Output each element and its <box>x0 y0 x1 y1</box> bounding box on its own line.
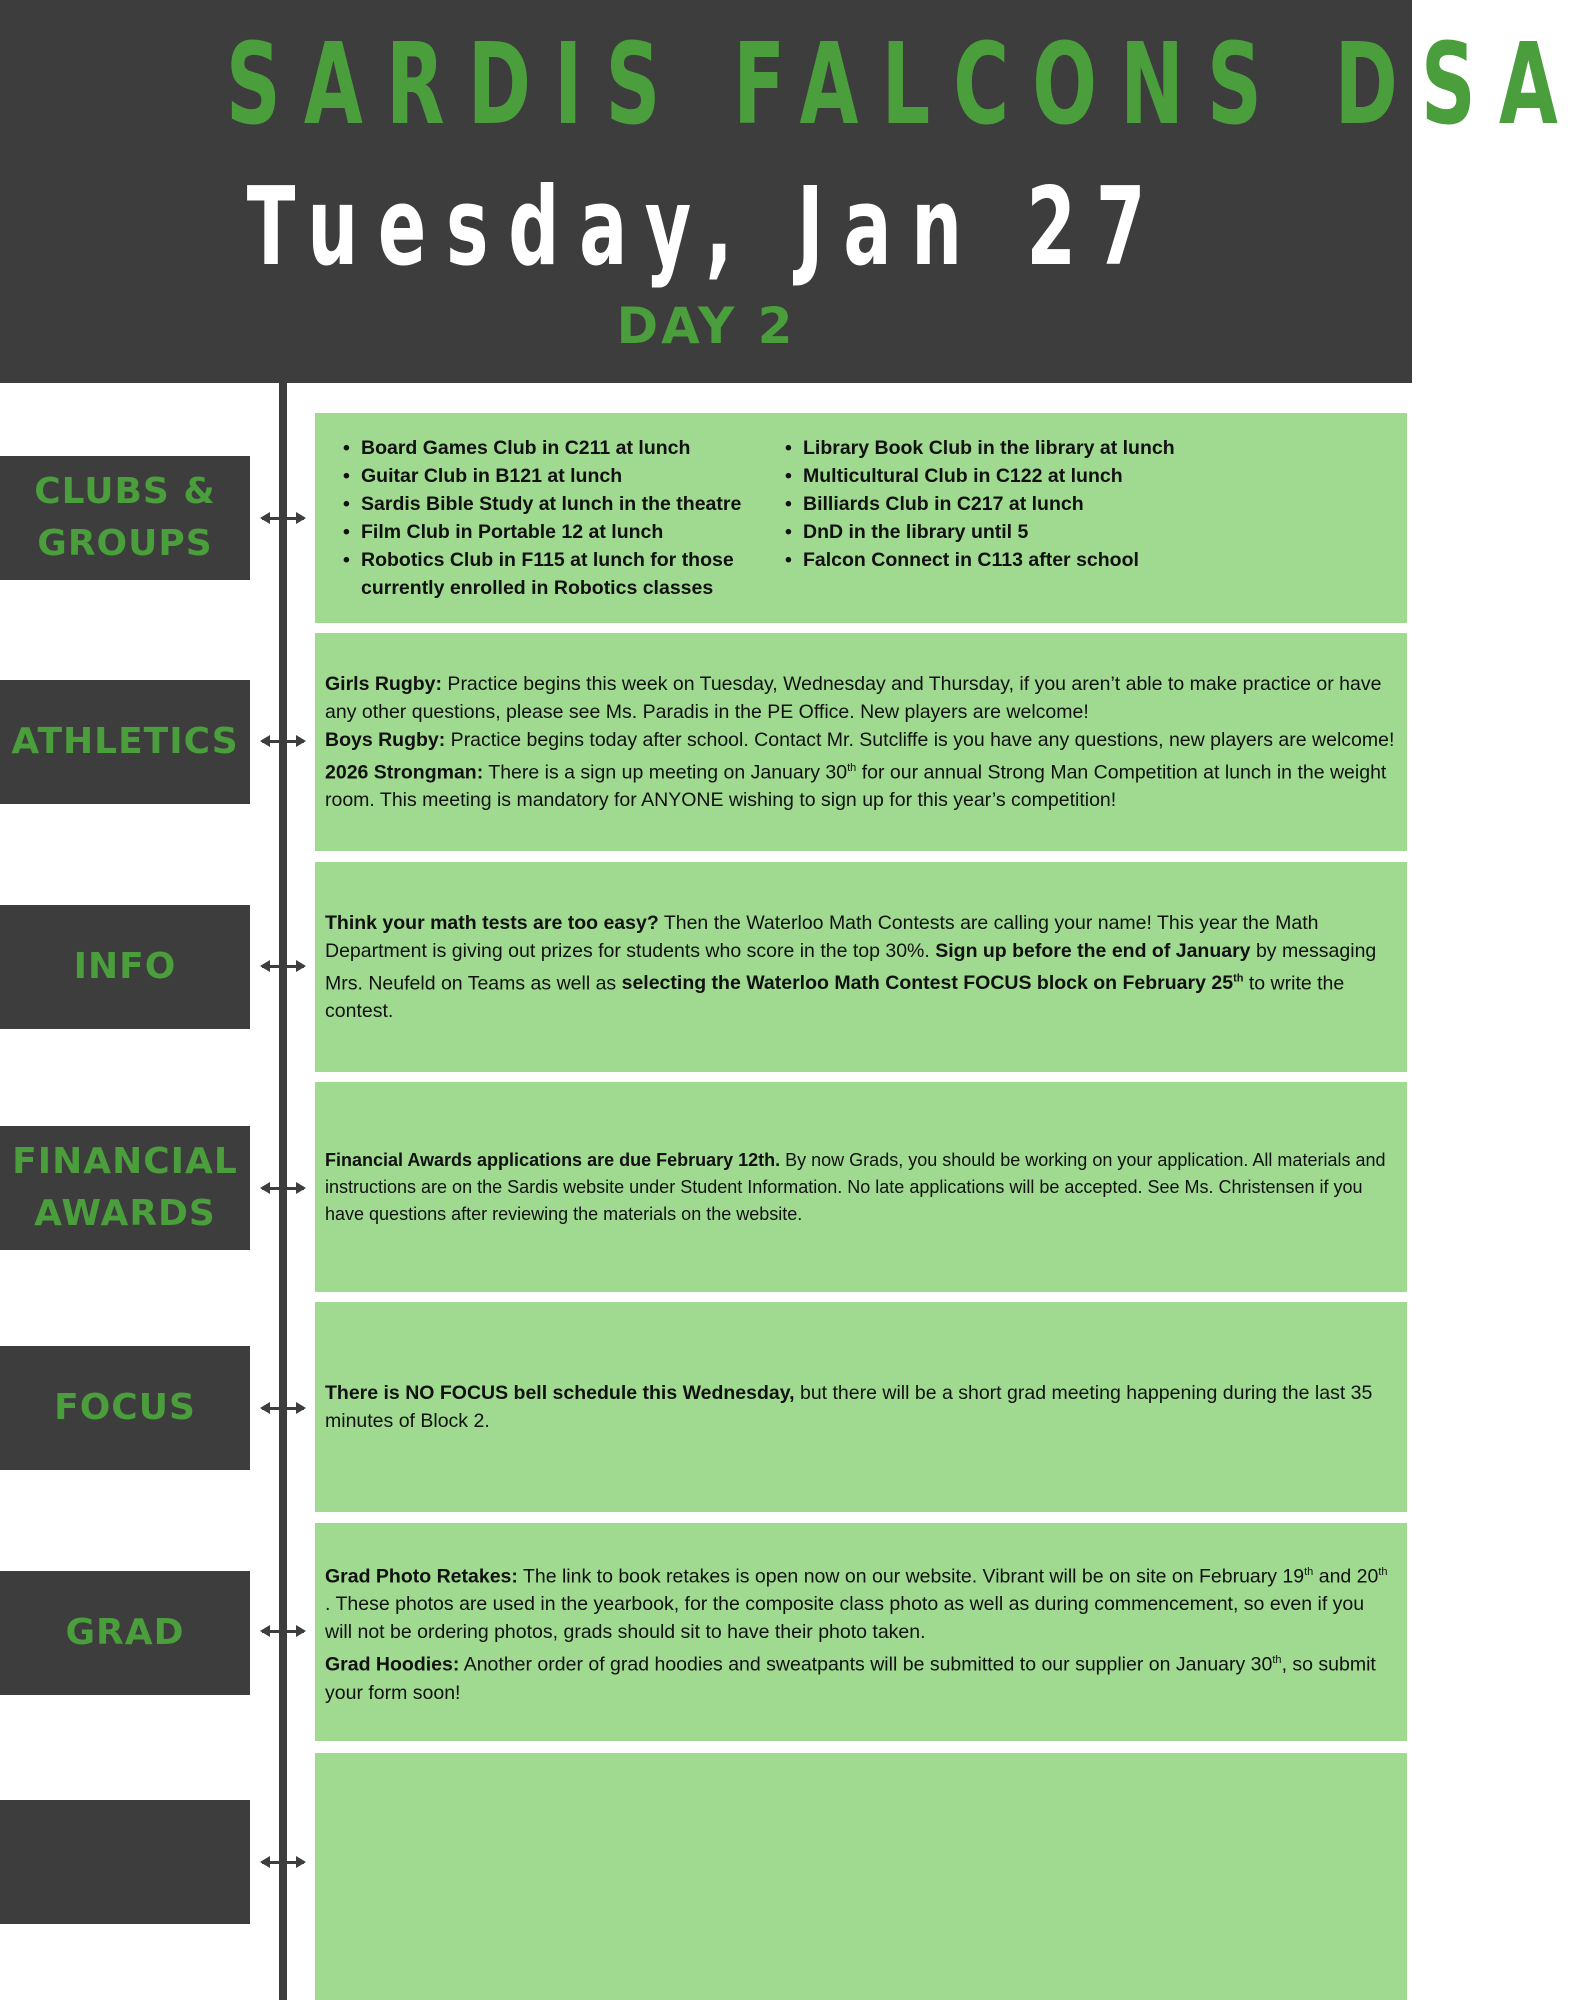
section-label-grad <box>0 1571 250 1695</box>
date-title: Tuesday, Jan 27 <box>246 165 1166 290</box>
section-label-athletics <box>0 680 250 804</box>
timeline-tick-info <box>262 965 304 968</box>
label-line: AWARDS <box>34 1193 216 1234</box>
school-title: SARDIS FALCONS DSA <box>225 20 1581 150</box>
list-item: • Sardis Bible Study at lunch in the theatre <box>343 490 785 518</box>
list-item: • Multicultural Club in C122 at lunch <box>785 462 1175 490</box>
grad-hoodies: Grad Hoodies: Another order of grad hoodies and sweatpants will be submitted to our supplier on January 30th, so submit your form soon! <box>325 1653 1376 1704</box>
clubs-list <box>325 434 1395 602</box>
focus-text: There is NO FOCUS bell schedule this Wednesday, but there will be a short grad meeting happening during the last 35 minutes of Block 2. <box>325 1382 1373 1432</box>
info-math-contest: Think your math tests are too easy? Then the Waterloo Math Contests are calling your name! This year the Math Department is giving out prizes for students who score in the top 30%. Sign up before the end of January by messaging Mrs. Neufeld on Teams as well as selecting the Waterloo Math Contest FOCUS block on February 25th to write the contest. <box>325 911 1377 1023</box>
timeline-tick-empty <box>262 1861 304 1864</box>
financial-awards-text: Financial Awards applications are due February 12th. By now Grads, you should be working on your application. All materials and instructions are on the Sardis website under Student Information. No late applications will be accepted. See Ms. Christensen if you have questions after reviewing the materials on the website. <box>325 1149 1386 1224</box>
day-label: DAY 2 <box>616 297 796 355</box>
content-panel-athletics <box>315 633 1407 851</box>
section-label-financial <box>0 1126 250 1250</box>
list-item: • Library Book Club in the library at lunch <box>785 434 1175 462</box>
label-line: FINANCIAL <box>12 1141 238 1182</box>
list-item: • Film Club in Portable 12 at lunch <box>343 518 785 546</box>
timeline-tick-focus <box>262 1407 304 1410</box>
timeline-tick-athletics <box>262 740 304 743</box>
header-banner <box>0 0 1581 383</box>
content-panel-empty <box>315 1753 1407 2000</box>
list-item: • Falcon Connect in C113 after school <box>785 546 1175 574</box>
list-item: • Robotics Club in F115 at lunch for those currently enrolled in Robotics classes <box>343 546 751 602</box>
label-line: INFO <box>73 946 177 987</box>
athletics-girls-rugby: Girls Rugby: Practice begins this week on Tuesday, Wednesday and Thursday, if you aren’t able to make practice or have any other questions, please see Ms. Paradis in the PE Office. New players are welcome! <box>325 672 1382 723</box>
section-label-empty <box>0 1800 250 1924</box>
section-label-focus <box>0 1346 250 1470</box>
timeline-tick-clubs <box>262 517 304 520</box>
content-panel-clubs <box>315 413 1407 623</box>
section-label-info <box>0 905 250 1029</box>
timeline-tick-financial <box>262 1187 304 1190</box>
label-line: GROUPS <box>37 523 213 564</box>
timeline-tick-grad <box>262 1630 304 1633</box>
section-label-clubs <box>0 456 250 580</box>
content-panel-financial <box>315 1082 1407 1292</box>
list-item: • Billiards Club in C217 at lunch <box>785 490 1175 518</box>
clubs-list-left <box>343 434 785 602</box>
content-panel-focus <box>315 1302 1407 1512</box>
label-line: CLUBS & <box>34 471 216 512</box>
list-item: • Guitar Club in B121 at lunch <box>343 462 785 490</box>
content-panel-info <box>315 862 1407 1072</box>
label-line: GRAD <box>65 1612 185 1653</box>
grad-photo-retakes: Grad Photo Retakes: The link to book retakes is open now on our website. Vibrant will be on site on February 19th and 20th . These photos are used in the yearbook, for the composite class photo as well as during commencement, so even if you will not be ordering photos, grads should sit to have their photo taken. <box>325 1565 1388 1643</box>
athletics-boys-rugby: Boys Rugby: Practice begins today after school. Contact Mr. Sutcliffe is you have any questions, new players are welcome! <box>325 728 1395 751</box>
label-line: ATHLETICS <box>11 721 239 762</box>
list-item: • DnD in the library until 5 <box>785 518 1175 546</box>
list-item: • Board Games Club in C211 at lunch <box>343 434 785 462</box>
athletics-strongman: 2026 Strongman: There is a sign up meeting on January 30th for our annual Strong Man Competition at lunch in the weight room. This meeting is mandatory for ANYONE wishing to sign up for this year’s competition! <box>325 761 1387 812</box>
content-panel-grad <box>315 1523 1407 1741</box>
clubs-list-right <box>785 434 1175 602</box>
timeline-line <box>279 383 287 2000</box>
label-line: FOCUS <box>54 1387 196 1428</box>
